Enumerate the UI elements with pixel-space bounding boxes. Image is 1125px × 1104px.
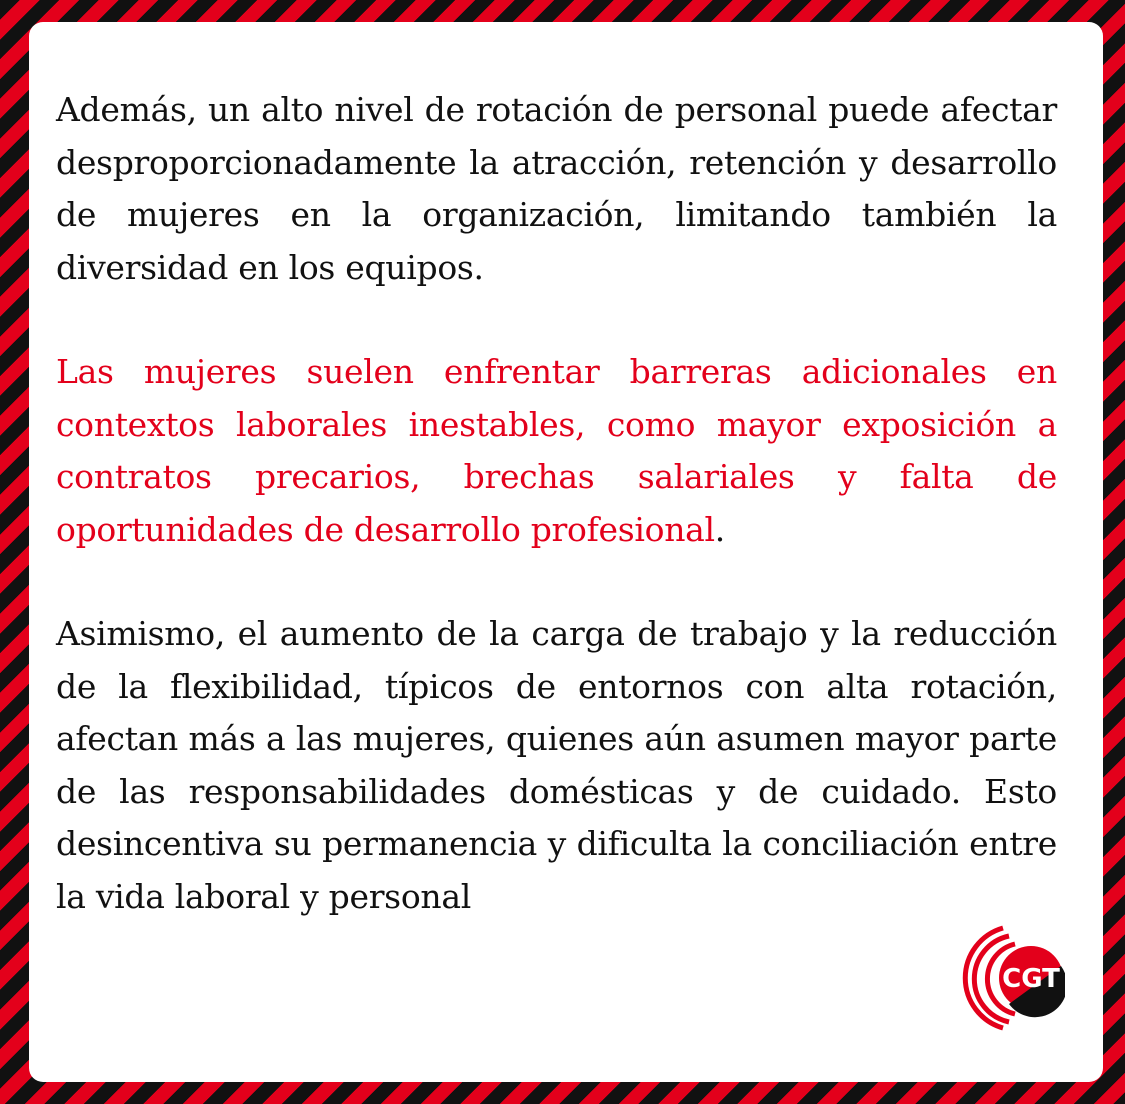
paragraph-workload: Asimismo, el aumento de la carga de trabajo y la reducción de la flexibilidad, típicos de entornos con alta rotación, afectan más a las mujeres, quienes aún asumen mayor parte de las responsabilidades domésticas y de cuidado. Esto desincentiva su permanencia y dificulta la conciliación entre la vida laboral y personal	[56, 614, 1057, 916]
highlighted-text: Las mujeres suelen enfrentar barreras adicionales en contextos laborales inestables, como mayor exposición a contratos precarios, brechas salariales y falta de oportunidades de desarrollo profesional	[56, 352, 1057, 549]
paragraph-rotation: Además, un alto nivel de rotación de personal puede afectar desproporcionadamente la atracción, retención y desarrollo de mujeres en la organización, limitando también la diversidad en los equipos.	[56, 90, 1057, 287]
text-card	[29, 22, 1103, 1082]
logo-text: CGT	[1002, 964, 1060, 994]
paragraph-barriers	[56, 346, 1057, 556]
cgt-logo-icon	[943, 920, 1065, 1036]
period: .	[714, 509, 725, 549]
